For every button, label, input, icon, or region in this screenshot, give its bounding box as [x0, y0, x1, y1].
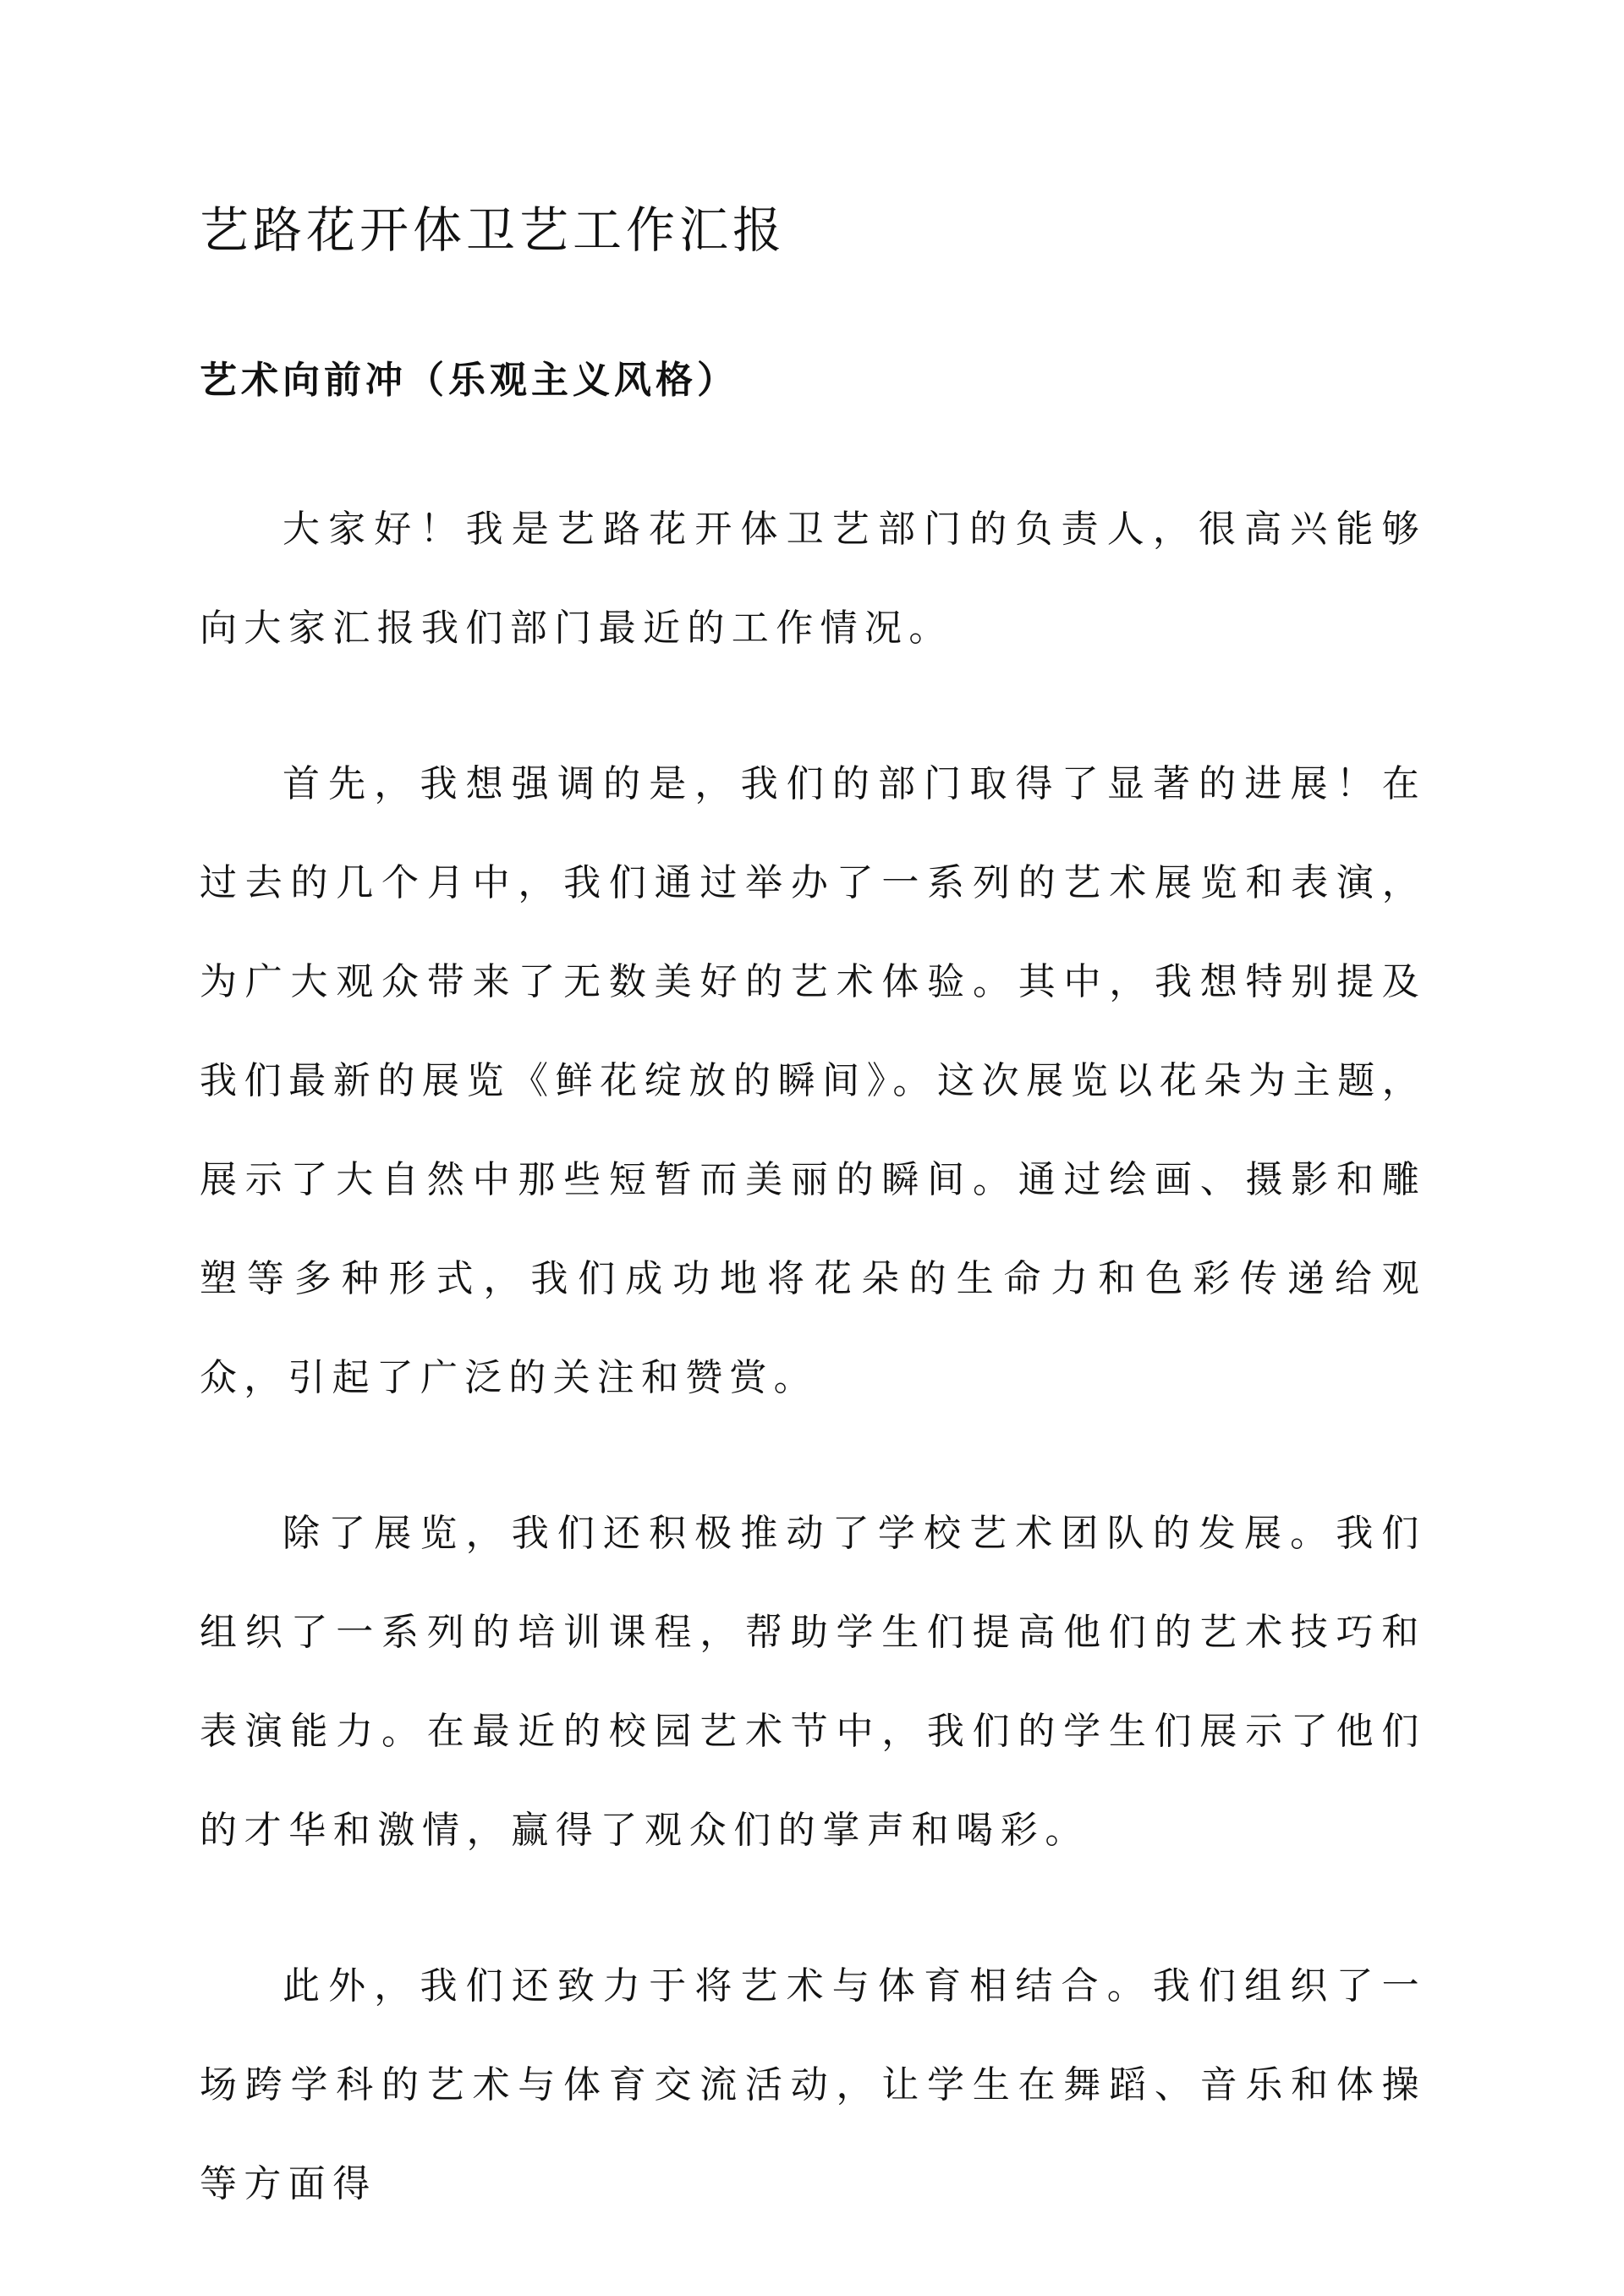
paragraph-art-team: 除了展览，我们还积极推动了学校艺术团队的发展。我们组织了一系列的培训课程，帮助学生们提高他们的艺术技巧和表演能力。在最近的校园艺术节中，我们的学生们展示了他们的才华和激情，赢得了观众们的掌声和喝彩。 [200, 1512, 1426, 1852]
paragraph-greeting: 大家好！我是艺路花开体卫艺部门的负责人，很高兴能够向大家汇报我们部门最近的工作情况。 [200, 508, 1426, 650]
document-title: 艺路花开体卫艺工作汇报 [200, 201, 787, 259]
document-subtitle: 艺术向前冲（乐观主义风格） [200, 359, 738, 402]
paragraph-art-sports: 此外，我们还致力于将艺术与体育相结合。我们组织了一场跨学科的艺术与体育交流活动，让学生在舞蹈、音乐和体操等方面得 [200, 1964, 1426, 2205]
paragraph-exhibition: 首先，我想强调的是，我们的部门取得了显著的进展！在过去的几个月中，我们通过举办了一系列的艺术展览和表演，为广大观众带来了无数美好的艺术体验。其中，我想特别提及我们最新的展览《鲜花绽放的瞬间》。这次展览以花朵为主题，展示了大自然中那些短暂而美丽的瞬间。通过绘画、摄影和雕塑等多种形式，我们成功地将花朵的生命力和色彩传递给观众，引起了广泛的关注和赞赏。 [200, 762, 1426, 1399]
document-body [200, 480, 1426, 2290]
